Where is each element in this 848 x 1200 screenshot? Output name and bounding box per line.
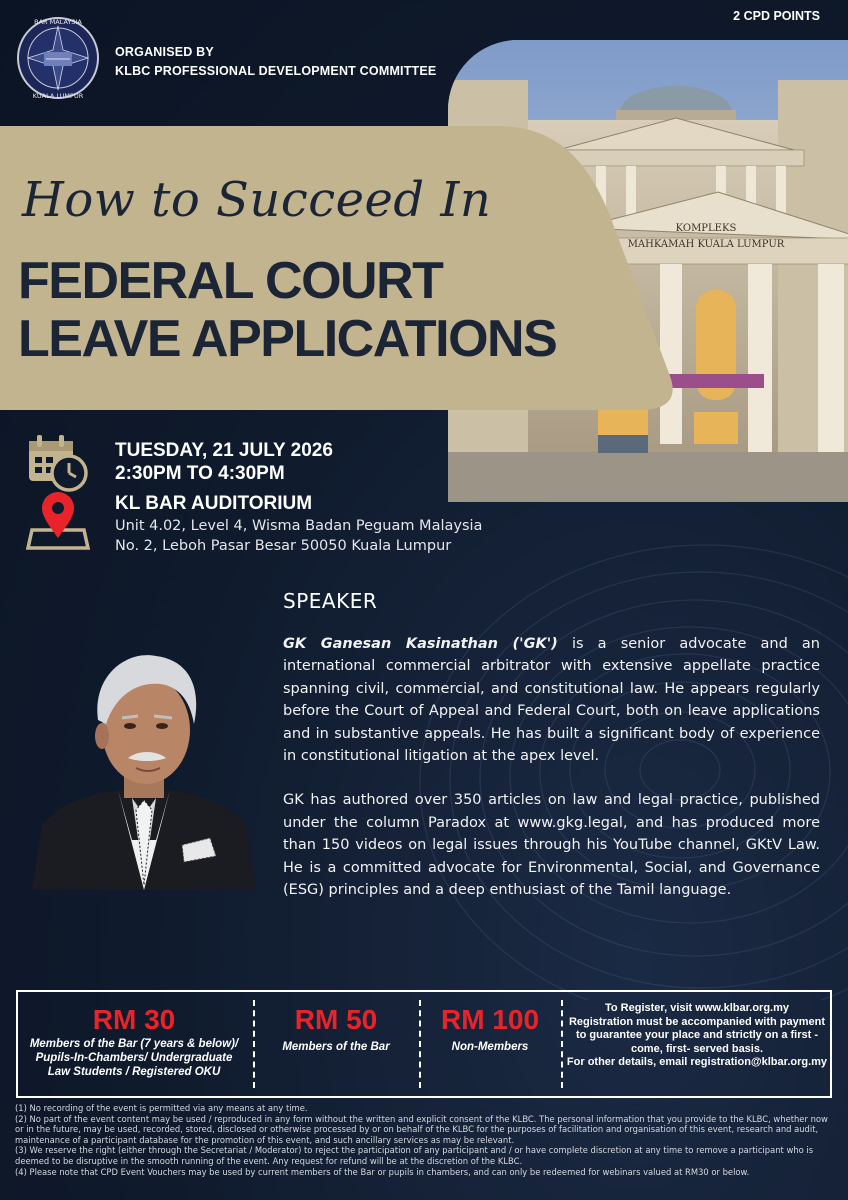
register-email[interactable]: For other details, email registration@klbar.org.my [566,1056,828,1069]
speaker-heading: SPEAKER [283,589,378,613]
footnote-4: (4) Please note that CPD Event Vouchers may be used by current members of the Bar or pupils in chambers, and can only be redeemed for webinars valued at RM30 or below. [15,1166,750,1177]
bio-p1-text: is a senior advocate and an international commercial arbitrator with extensive appellate practice spanning civil, commercial, and constitutional law. He appears regularly before the Court of Appeal and Federal Court, both on leave applications and in substantive appeals. He has built a significant body of experience in constitutional litigation at the apex level. [283,636,820,765]
calendar-clock-icon [25,433,89,493]
price-tier-2-desc: Members of the Bar [282,1041,390,1053]
pricing-divider [419,1000,421,1088]
footnote-2: (2) No part of the event content may be used / reproduced in any form without the written and explicit consent of the KLBC. The personal information that you provide to the KLBC, whether now or in the future, may be used, recorded, stored, disclosed or otherwise processed by or on behalf of the KLBC for the purposes of facilitation and organisation of this event, research and audit, maintenance of a participant database for the promotion of this event, and such ancillary services as may be relevant. [15,1113,828,1145]
price-tier-3-desc: Non-Members [451,1041,529,1053]
speaker-bio [283,633,820,923]
register-terms: Registration must be accompanied with payment to guarantee your place and strictly on a first - come, first- served basis. [568,1015,826,1055]
footnote-1: (1) No recording of the event is permitted via any means at any time. [15,1103,308,1113]
venue-address [115,517,482,556]
event-datetime [115,439,333,485]
register-link[interactable]: To Register, visit www.klbar.org.my [605,1002,789,1014]
bio-paragraph-1 [283,633,820,767]
footnotes [15,1103,837,1177]
location-pin-icon [26,490,90,552]
logo-top-text: BAR MALAYSIA [34,18,82,26]
organised-by-label: ORGANISED BY [115,45,214,59]
address-line1: Unit 4.02, Level 4, Wisma Badan Peguam Malaysia [115,518,483,534]
speaker-portrait [32,640,256,890]
address-line2: No. 2, Leboh Pasar Besar 50050 Kuala Lumpur [115,537,452,554]
page-title [18,252,556,368]
price-tier-2: RM 50 [294,1004,378,1035]
logo-bottom-text: KUALA LUMPUR [32,92,84,100]
price-tier-1-desc: Members of the Bar (7 years & below)/ Pupils-In-Chambers/ Undergraduate Law Students / Registered OKU [29,1038,239,1078]
cpd-points: 2 CPD POINTS [733,9,820,23]
sign-line1: KOMPLEKS [675,223,737,234]
event-time: 2:30PM TO 4:30PM [115,463,285,484]
title-script: How to Succeed In [22,172,492,228]
title-line1: FEDERAL COURT [18,252,443,310]
venue-name: KL BAR AUDITORIUM [115,493,313,514]
bar-logo [16,14,100,102]
title-line2: LEAVE APPLICATIONS [18,310,557,368]
committee-name: KLBC PROFESSIONAL DEVELOPMENT COMMITTEE [115,64,437,78]
sign-line2: MAHKAMAH KUALA LUMPUR [627,239,785,250]
footnote-3: (3) We reserve the right (either through the Secretariat / Moderator) to reject the participation of any participant and / or have complete discretion at any time to remove a participant who is deemed to be disruptive in the smooth running of the event. Any request for refund will be at the discretion of the KLBC. [15,1145,814,1166]
registration-info [566,1002,828,1070]
price-tier-3: RM 100 [440,1004,540,1035]
pricing-divider [561,1000,563,1088]
price-tier-1: RM 30 [92,1004,176,1035]
pricing-divider [253,1000,255,1088]
organiser [115,43,436,81]
speaker-name: GK Ganesan Kasinathan ('GK') [283,636,558,652]
event-date: TUESDAY, 21 JULY 2026 [115,440,333,461]
bio-paragraph-2: GK has authored over 350 articles on law and legal practice, published under the column Paradox at www.gkg.legal, and has produced more than 150 videos on legal issues through his YouTube channel, GKtV Law. He is a committed advocate for Environmental, Social, and Governance (ESG) principles and a deep enthusiast of the Tamil language. [283,792,820,899]
